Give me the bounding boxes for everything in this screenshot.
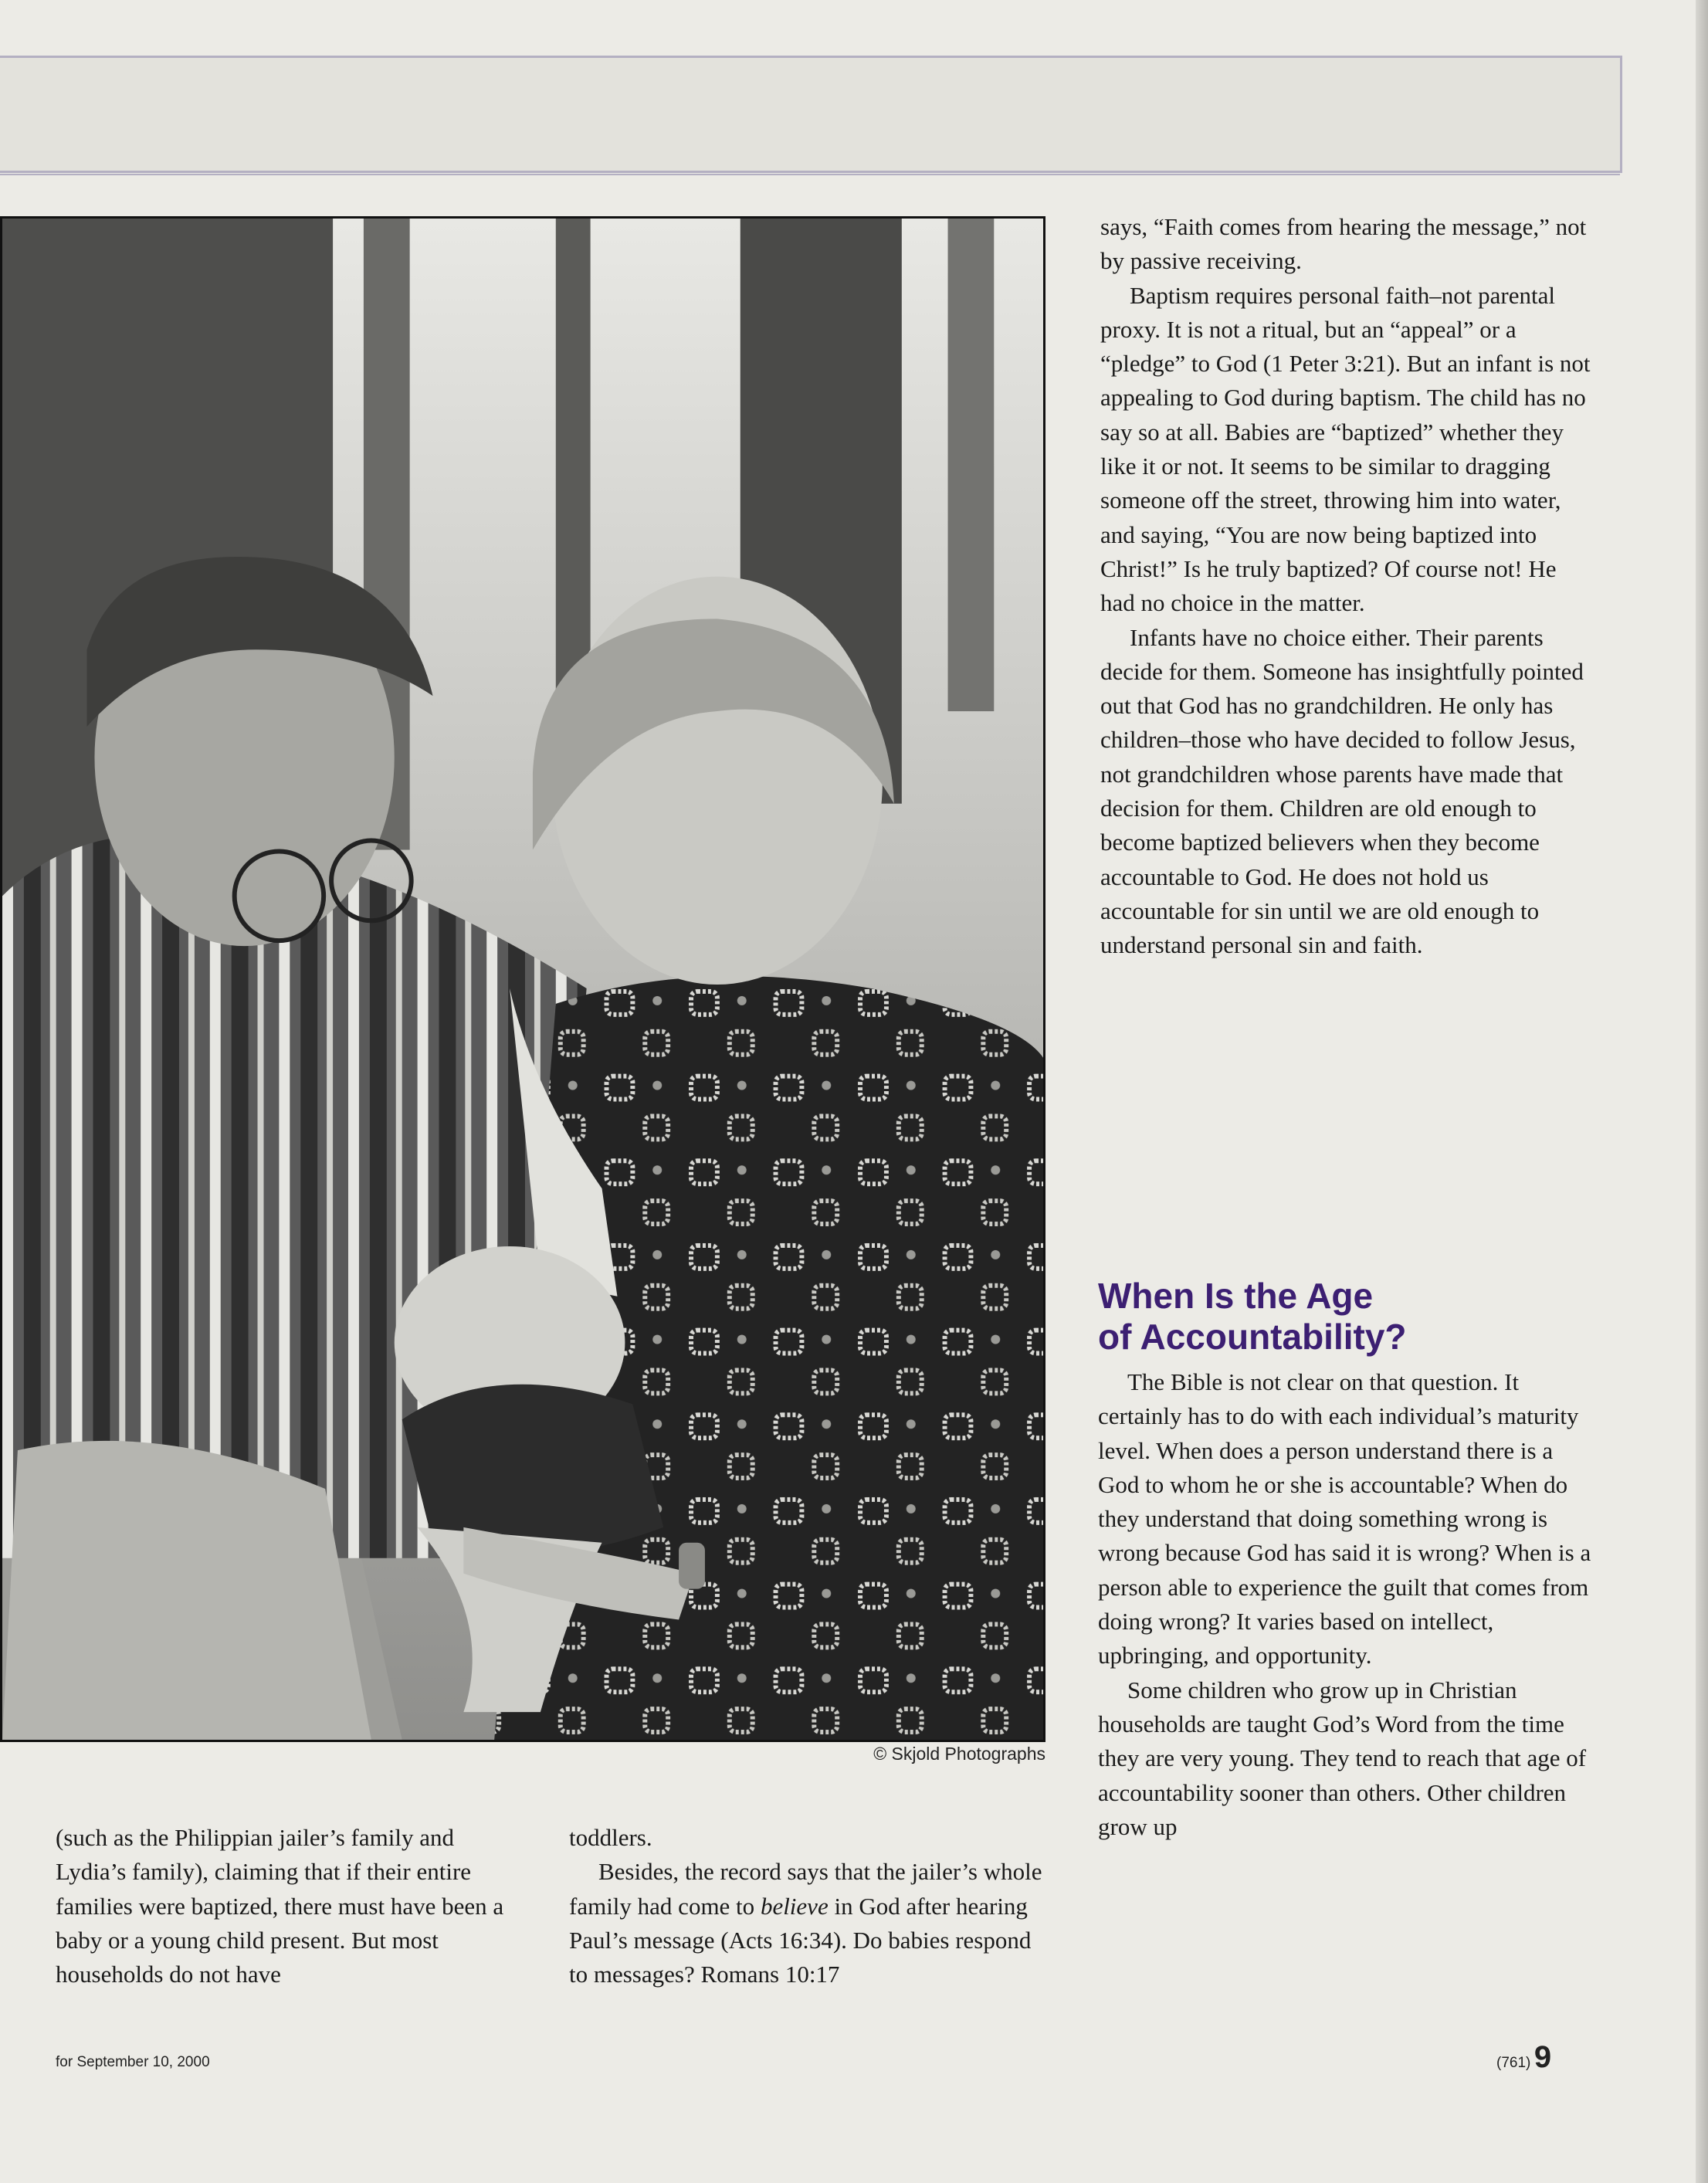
text-run: Besides, the record says that the jailer’s whole family had come to xyxy=(569,1858,1042,1920)
paragraph: The Bible is not clear on that question. It certainly has to do with each individual’s maturity level. When does a person understand there is a God to whom he or she is accountable? When do they understand that doing something wrong is wrong because God has said it is wrong? When is a person able to experience the guilt that comes from doing wrong? It varies based on intellect, upbringing, and opportunity. xyxy=(1098,1368,1591,1669)
section-heading-line: When Is the Age xyxy=(1098,1276,1374,1316)
section-heading-line: of Accountability? xyxy=(1098,1317,1407,1357)
photo-credit: © Skjold Photographs xyxy=(873,1744,1045,1764)
emphasis-believe: believe xyxy=(760,1892,829,1920)
folio-code: (761) xyxy=(1496,2055,1531,2071)
paragraph: toddlers. xyxy=(569,1824,652,1851)
column-2 xyxy=(569,1821,1056,1991)
section-heading xyxy=(1098,1276,1592,1358)
column-3 xyxy=(1100,210,1594,963)
paragraph: (such as the Philippian jailer’s family and Lydia’s family), claiming that if their entire families were baptized, there must have been a baby or a young child present. But most households do not have xyxy=(56,1824,504,1988)
page-edge xyxy=(1696,0,1708,2183)
text-run: in God after hearing Paul’s message (Acts 16:34). Do babies respond to messages? Romans 10:17 xyxy=(569,1892,1032,1988)
column-4 xyxy=(1098,1365,1592,1844)
header-banner xyxy=(0,56,1622,173)
page-number: 9 xyxy=(1533,2040,1552,2074)
paragraph: Baptism requires personal faith–not parental proxy. It is not a ritual, but an “appeal” or a “pledge” to God (1 Peter 3:21). But an infant is not appealing to God during baptism. The child has no say so at all. Babies are “baptized” whether they like it or not. It seems to be similar to dragging someone off the street, throwing him into water, and saying, “You are now being baptized into Christ!” Is he truly baptized? Of course not! He had no choice in the matter. xyxy=(1100,281,1591,617)
column-1 xyxy=(56,1821,519,1991)
folio xyxy=(1496,2040,1551,2075)
family-photo-illustration xyxy=(2,219,1043,1740)
paragraph: says, “Faith comes from hearing the message,” not by passive receiving. xyxy=(1100,213,1587,275)
family-photo xyxy=(0,216,1045,1742)
issue-date: for September 10, 2000 xyxy=(56,2054,210,2070)
paragraph xyxy=(569,1855,1056,1991)
header-rule xyxy=(0,174,1620,175)
paragraph: Infants have no choice either. Their parents decide for them. Someone has insightfully pointed out that God has no grandchildren. He only has children–those who have decided to follow Jesus, not grandchildren whose parents have made that decision for them. Children are old enough to become baptized believers when they become accountable to God. He does not hold us accountable for sin until we are old enough to understand personal sin and faith. xyxy=(1100,623,1584,959)
paragraph: Some children who grow up in Christian households are taught God’s Word from the time they are very young. They tend to reach that age of accountability sooner than others. Other children grow up xyxy=(1098,1676,1587,1840)
